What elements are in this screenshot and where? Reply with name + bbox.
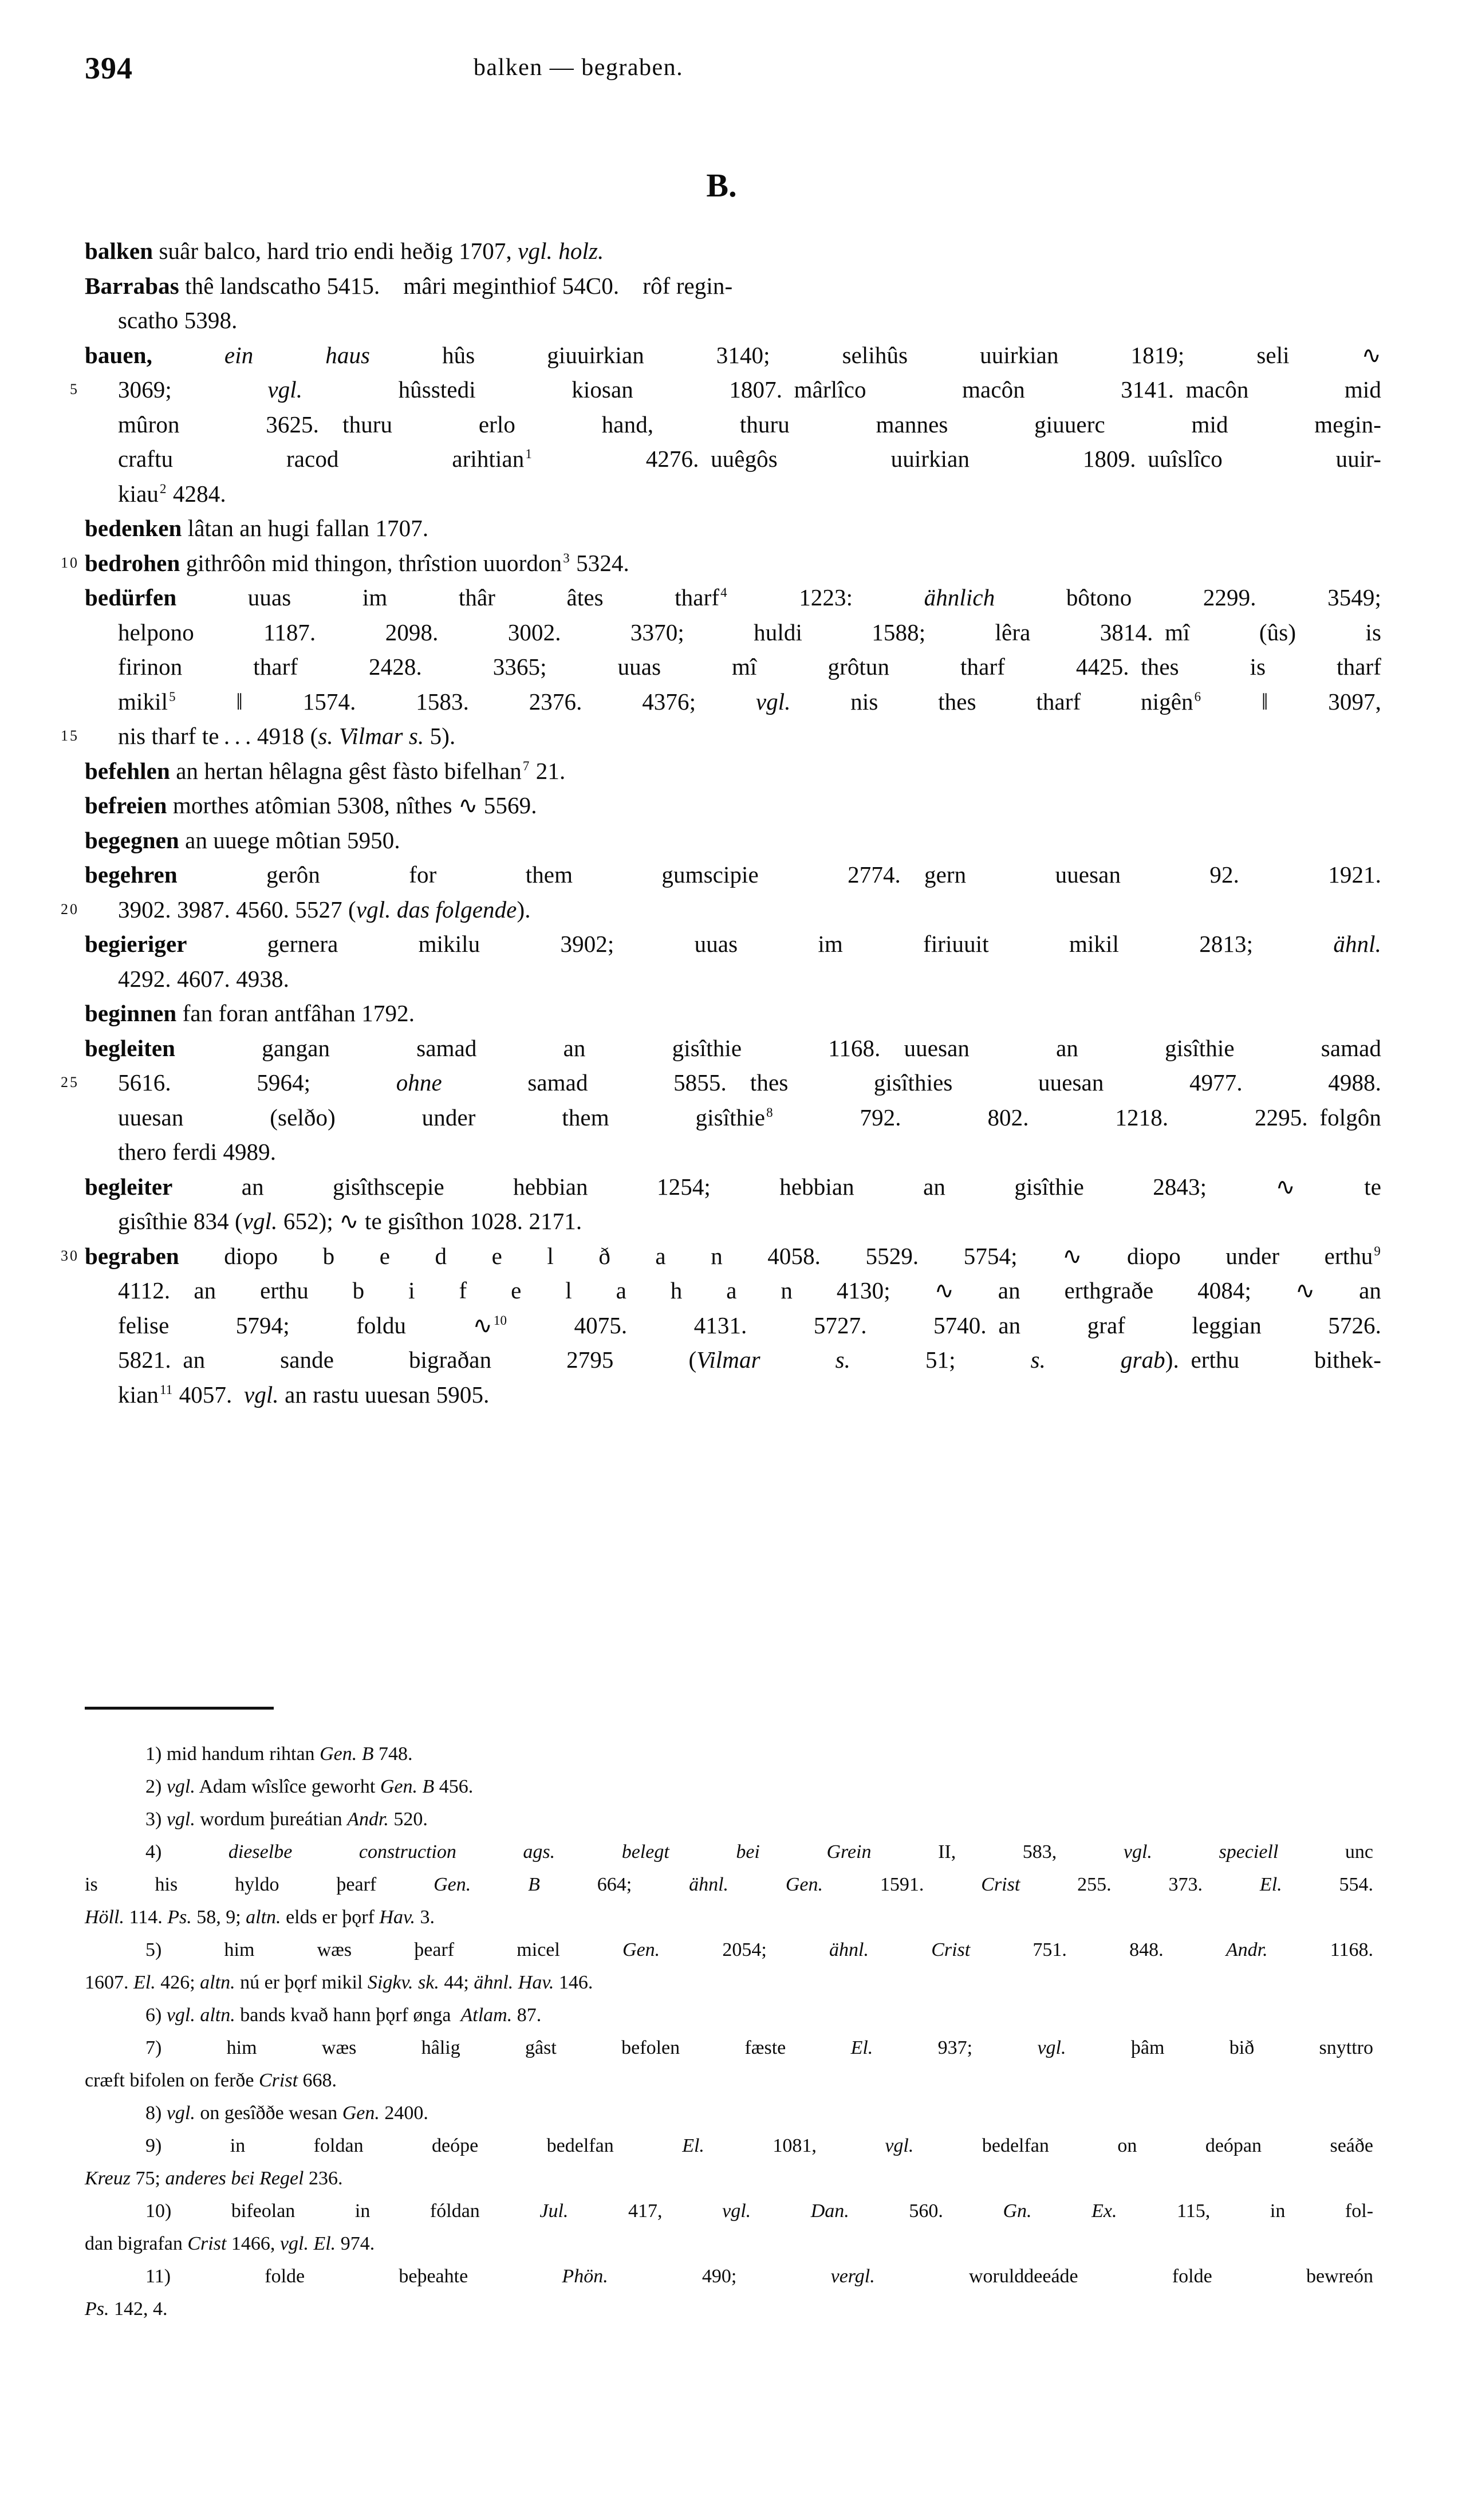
entry-continuation-line (0, 1135, 1466, 1170)
entry-text: uuesan (selðo) under them gisîthie$^8$ 792. 802. 1218. 2295. folgôn (118, 1104, 1381, 1131)
entry-text: 3069; vgl. hûsstedi kiosan 1807. mârlîco macôn 3141. macôn mid (118, 376, 1381, 403)
entry-continuation-line (0, 615, 1466, 650)
entry-text: craftu racod arihtian$^1$ 4276. uuêgôs uuirkian 1809. uuîslîco uuir- (118, 446, 1381, 472)
entry-continuation-line (0, 477, 1466, 511)
dictionary-entry (0, 1170, 1466, 1204)
footnote-line: 1607. El. 426; altn. nú er þǫrf mikil Sigkv. sk. 44; ähnl. Hav. 146. (85, 1972, 593, 1993)
line-number: 20 (61, 900, 79, 918)
entry-text: scatho 5398. (118, 307, 238, 333)
dictionary-entry (0, 580, 1466, 615)
entry-text: befreien morthes atômian 5308, nîthes ∿ 5569. (85, 792, 537, 818)
entry-text: firinon tharf 2428. 3365; uuas mî grôtun tharf 4425. thes is tharf (118, 653, 1381, 680)
dictionary-entry (0, 788, 1466, 823)
entry-text: helpono 1187. 2098. 3002. 3370; huldi 1588; lêra 3814. mî (ûs) is (118, 619, 1381, 645)
entry-text: begraben diopo b e d e l ð a n 4058. 5529. 5754; ∿ diopo under erthu$^9$ (85, 1242, 1381, 1269)
entry-text: mikil$^5$ ‖ 1574. 1583. 2376. 4376; vgl. nis thes tharf nigên$^6$ ‖ 3097, (118, 688, 1382, 715)
page-header (0, 50, 1466, 90)
footnote-line: is his hyldo þearf Gen. B 664; ähnl. Gen. 1591. Crist 255. 373. El. 554. (85, 1874, 1374, 1895)
entry-continuation-line (0, 1308, 1466, 1343)
page-number: 394 (85, 51, 133, 85)
footnote-line: dan bigrafan Crist 1466, vgl. El. 974. (85, 2233, 375, 2254)
footnote-line: 9) in foldan deópe bedelfan El. 1081, vgl. bedelfan on deópan seáðe (145, 2135, 1373, 2156)
letter-section-heading: B. (706, 167, 737, 204)
entry-text: mûron 3625. thuru erlo hand, thuru mannes giuuerc mid megin- (118, 411, 1381, 438)
entry-text: 3902. 3987. 4560. 5527 (vgl. das folgende). (118, 896, 531, 923)
entry-text: kiau$^2$ 4284. (118, 480, 226, 507)
entry-text: 4292. 4607. 4938. (118, 965, 289, 992)
line-number: 25 (61, 1074, 79, 1090)
footnote-line: 4) dieselbe construction ags. belegt bei Grein II, 583, vgl. speciell unc (145, 1841, 1373, 1863)
dictionary-entry (0, 1031, 1466, 1066)
footnote-rule (85, 1707, 274, 1710)
footnote-line: 2) vgl. Adam wîslîce geworht Gen. B 456. (145, 1776, 474, 1797)
entry-text: bedrohen githrôôn mid thingon, thrîstion uuordon$^3$ 5324. (85, 549, 629, 576)
footnote-line: 3) vgl. wordum þureátian Andr. 520. (145, 1809, 428, 1830)
dictionary-entry (0, 927, 1466, 962)
entry-continuation-line (0, 719, 1466, 754)
footnote-line: 10) bifeolan in fóldan Jul. 417, vgl. Dan. 560. Gn. Ex. 115, in fol- (145, 2200, 1374, 2222)
line-number: 5 (70, 381, 79, 397)
entry-continuation-line (0, 962, 1466, 997)
entry-text: nis tharf te . . . 4918 (s. Vilmar s. 5). (118, 723, 456, 749)
footnote-line: cræft bifolen on ferðe Crist 668. (85, 2070, 337, 2091)
dictionary-entry (0, 269, 1466, 304)
entry-text: bedürfen uuas im thâr âtes tharf$^4$ 1223: ähnlich bôtono 2299. 3549; (85, 584, 1381, 611)
running-head: balken — begraben. (473, 54, 684, 81)
entry-text: begleiten gangan samad an gisîthie 1168. uuesan an gisîthie samad (85, 1034, 1381, 1061)
line-number: 15 (61, 727, 79, 744)
entry-text: bauen, ein haus hûs giuuirkian 3140; selihûs uuirkian 1819; seli ∿ (85, 341, 1381, 368)
dictionary-entry (0, 511, 1466, 546)
entry-text: beginnen fan foran antfâhan 1792. (85, 1000, 415, 1026)
entry-continuation-line (0, 1204, 1466, 1239)
footnote-line: 6) vgl. altn. bands kvað hann þǫrf ønga Atlam. 87. (145, 2005, 542, 2026)
line-number: 30 (61, 1247, 79, 1264)
entry-continuation-line (0, 1100, 1466, 1135)
dictionary-entry (0, 1239, 1466, 1274)
footnote-line: Höll. 114. Ps. 58, 9; altn. elds er þǫrf Hav. 3. (85, 1907, 435, 1928)
dictionary-entry (0, 234, 1466, 269)
entry-text: 5616. 5964; ohne samad 5855. thes gisîthies uuesan 4977. 4988. (118, 1069, 1381, 1096)
entry-continuation-line (0, 442, 1466, 477)
dictionary-entry (0, 754, 1466, 789)
entry-text: begehren gerôn for them gumscipie 2774. gern uuesan 92. 1921. (85, 861, 1381, 888)
entry-continuation-line (0, 1342, 1466, 1377)
dictionary-entry (0, 546, 1466, 581)
dictionary-entry (0, 857, 1466, 892)
footnote-line: 11) folde beþeahte Phön. 490; vergl. worulddeeáde folde bewreón (145, 2266, 1374, 2287)
line-number: 10 (61, 554, 79, 571)
entry-continuation-line (0, 1273, 1466, 1308)
entry-continuation-line (0, 684, 1466, 719)
entry-list (0, 234, 1466, 1412)
entry-text: felise 5794; foldu ∿$^{10}$ 4075. 4131. 5727. 5740. an graf leggian 5726. (118, 1312, 1381, 1338)
footnote-line: 1) mid handum rihtan Gen. B 748. (145, 1743, 413, 1765)
entry-text: Barrabas thê landscatho 5415. mâri meginthiof 54C0. rôf regin- (85, 272, 733, 299)
dictionary-entry (0, 996, 1466, 1031)
entry-text: begieriger gernera mikilu 3902; uuas im firiuuit mikil 2813; ähnl. (85, 931, 1381, 957)
entry-text: 4112. an erthu b i f e l a h a n 4130; ∿ an erthgraðe 4084; ∿ an (118, 1277, 1381, 1304)
entry-continuation-line (0, 303, 1466, 338)
entry-text: 5821. an sande bigraðan 2795 (Vilmar s. 51; s. grab). erthu bithek- (118, 1346, 1381, 1373)
entry-continuation-line (0, 892, 1466, 927)
entry-continuation-line (0, 1065, 1466, 1100)
footnote-line: 7) him wæs hâlig gâst befolen fæste El. 937; vgl. þâm bið snyttro (145, 2037, 1373, 2058)
entry-continuation-line (0, 1377, 1466, 1412)
entry-text: balken suâr balco, hard trio endi heðig 1707, vgl. holz. (85, 238, 604, 264)
entry-text: kian$^{11}$ 4057. vgl. an rastu uuesan 5905. (118, 1381, 490, 1408)
entry-text: thero ferdi 4989. (118, 1139, 277, 1165)
footnote-line: 8) vgl. on gesîððe wesan Gen. 2400. (145, 2102, 428, 2124)
entry-text: begegnen an uuege môtian 5950. (85, 826, 400, 853)
entry-text: gisîthie 834 (vgl. 652); ∿ te gisîthon 1028. 2171. (118, 1208, 582, 1234)
footnote-list (0, 1738, 1466, 2326)
footnote-line: Kreuz 75; anderes bєi Regel 236. (85, 2168, 343, 2189)
footnote-line: Ps. 142, 4. (85, 2298, 168, 2320)
entry-continuation-line (0, 372, 1466, 407)
entry-text: bedenken lâtan an hugi fallan 1707. (85, 515, 429, 541)
entry-continuation-line (0, 407, 1466, 442)
dictionary-entry (0, 338, 1466, 373)
entry-continuation-line (0, 649, 1466, 684)
entry-text: begleiter an gisîthscepie hebbian 1254; hebbian an gisîthie 2843; ∿ te (85, 1173, 1381, 1200)
entry-text: befehlen an hertan hêlagna gêst fàsto bifelhan$^7$ 21. (85, 757, 566, 784)
footnote-line: 5) him wæs þearf micel Gen. 2054; ähnl. Crist 751. 848. Andr. 1168. (145, 1939, 1374, 1960)
dictionary-entry (0, 823, 1466, 858)
